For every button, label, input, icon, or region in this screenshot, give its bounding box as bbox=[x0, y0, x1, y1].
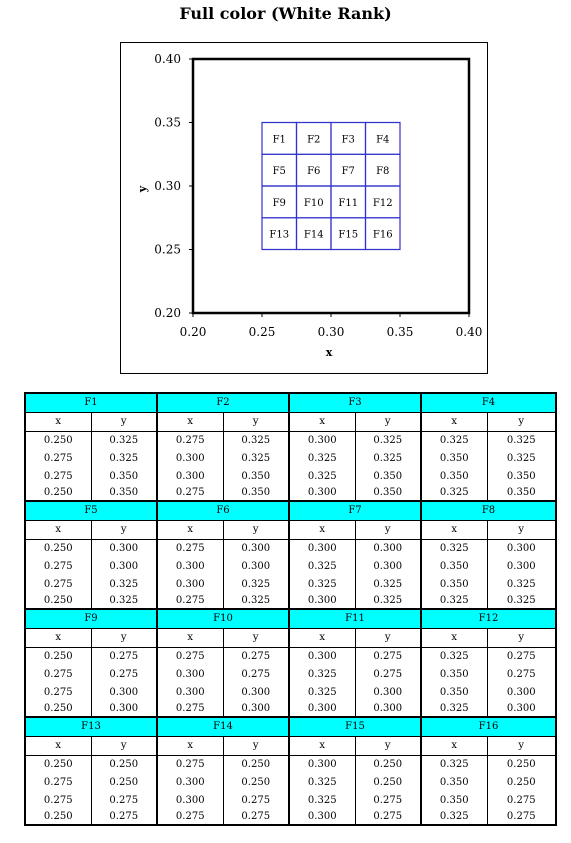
table-cell: 0.250 bbox=[223, 774, 289, 792]
table-cell: 0.325 bbox=[487, 576, 556, 594]
table-row bbox=[25, 594, 556, 609]
table-cell: 0.350 bbox=[223, 468, 289, 486]
table-cell: 0.275 bbox=[91, 666, 157, 684]
table-cell: 0.300 bbox=[355, 684, 421, 702]
table-cell: 0.300 bbox=[487, 558, 556, 576]
cell-label-f6: F6 bbox=[307, 166, 321, 178]
table-cell: 0.275 bbox=[223, 792, 289, 810]
table-cell: 0.275 bbox=[223, 666, 289, 684]
table-group-header: F14 bbox=[157, 717, 289, 737]
table-cell: 0.275 bbox=[355, 810, 421, 825]
cell-label-f8: F8 bbox=[376, 166, 390, 178]
table-cell: 0.325 bbox=[289, 774, 355, 792]
table-cell: 0.325 bbox=[289, 576, 355, 594]
table-col-y-header: y bbox=[355, 521, 421, 540]
table-col-x-header: x bbox=[25, 737, 91, 756]
table-group-header: F8 bbox=[421, 501, 556, 521]
table-cell: 0.325 bbox=[421, 486, 487, 501]
table-cell: 0.350 bbox=[487, 486, 556, 501]
table-cell: 0.275 bbox=[223, 648, 289, 667]
x-tick-label: 0.40 bbox=[455, 325, 483, 339]
table-cell: 0.250 bbox=[25, 594, 91, 609]
table-cell: 0.275 bbox=[355, 648, 421, 667]
x-tick-label: 0.35 bbox=[386, 325, 414, 339]
table-cell: 0.350 bbox=[421, 684, 487, 702]
table-header-row bbox=[25, 393, 556, 413]
table-cell: 0.325 bbox=[289, 468, 355, 486]
table-row bbox=[25, 486, 556, 501]
table-cell: 0.325 bbox=[421, 810, 487, 825]
table-cell: 0.250 bbox=[25, 702, 91, 717]
table-cell: 0.250 bbox=[25, 540, 91, 559]
table-cell: 0.300 bbox=[157, 576, 223, 594]
table-col-x-header: x bbox=[289, 629, 355, 648]
table-cell: 0.275 bbox=[487, 666, 556, 684]
table-cell: 0.300 bbox=[91, 558, 157, 576]
table-group-header: F11 bbox=[289, 609, 421, 629]
table-cell: 0.300 bbox=[289, 594, 355, 609]
table-cell: 0.325 bbox=[223, 594, 289, 609]
table-col-x-header: x bbox=[289, 737, 355, 756]
table-cell: 0.275 bbox=[25, 558, 91, 576]
cell-label-f2: F2 bbox=[307, 134, 321, 146]
table-cell: 0.300 bbox=[289, 486, 355, 501]
chart-title: Full color (White Rank) bbox=[179, 4, 392, 23]
table-cell: 0.325 bbox=[421, 702, 487, 717]
table-cell: 0.250 bbox=[487, 756, 556, 775]
chromaticity-plot bbox=[121, 43, 487, 373]
table-cell: 0.350 bbox=[421, 774, 487, 792]
table-col-y-header: y bbox=[487, 413, 556, 432]
table-cell: 0.325 bbox=[91, 450, 157, 468]
table-cell: 0.350 bbox=[487, 468, 556, 486]
table-header-row bbox=[25, 717, 556, 737]
table-cell: 0.250 bbox=[355, 774, 421, 792]
table-col-y-header: y bbox=[91, 629, 157, 648]
table-cell: 0.275 bbox=[487, 648, 556, 667]
table-row bbox=[25, 684, 556, 702]
table-subheader-row bbox=[25, 629, 556, 648]
table-cell: 0.300 bbox=[355, 702, 421, 717]
table-cell: 0.325 bbox=[355, 432, 421, 451]
table-cell: 0.300 bbox=[91, 702, 157, 717]
table-col-x-header: x bbox=[25, 629, 91, 648]
table-cell: 0.350 bbox=[91, 468, 157, 486]
table-col-x-header: x bbox=[421, 737, 487, 756]
cell-label-f12: F12 bbox=[372, 197, 393, 209]
cell-label-f9: F9 bbox=[272, 197, 286, 209]
table-cell: 0.300 bbox=[157, 666, 223, 684]
table-col-y-header: y bbox=[223, 629, 289, 648]
table-cell: 0.250 bbox=[355, 756, 421, 775]
table-cell: 0.275 bbox=[487, 810, 556, 825]
cell-label-f1: F1 bbox=[272, 134, 286, 146]
table-col-x-header: x bbox=[421, 413, 487, 432]
table-cell: 0.325 bbox=[223, 450, 289, 468]
table-cell: 0.325 bbox=[355, 594, 421, 609]
y-tick-label: 0.20 bbox=[154, 306, 181, 320]
table-cell: 0.300 bbox=[157, 450, 223, 468]
table-col-y-header: y bbox=[487, 521, 556, 540]
table-cell: 0.275 bbox=[25, 684, 91, 702]
table-group-header: F16 bbox=[421, 717, 556, 737]
table-group-header: F7 bbox=[289, 501, 421, 521]
y-axis-label: y bbox=[136, 185, 149, 193]
table-cell: 0.325 bbox=[487, 450, 556, 468]
table-cell: 0.325 bbox=[91, 432, 157, 451]
table-group-header: F1 bbox=[25, 393, 157, 413]
table-cell: 0.325 bbox=[421, 432, 487, 451]
table-group-header: F12 bbox=[421, 609, 556, 629]
table-cell: 0.300 bbox=[91, 684, 157, 702]
table-cell: 0.300 bbox=[223, 684, 289, 702]
table-cell: 0.300 bbox=[289, 810, 355, 825]
table-cell: 0.300 bbox=[91, 540, 157, 559]
table-cell: 0.250 bbox=[25, 648, 91, 667]
table-cell: 0.350 bbox=[421, 468, 487, 486]
table-col-y-header: y bbox=[91, 737, 157, 756]
table-cell: 0.300 bbox=[355, 540, 421, 559]
cell-label-f5: F5 bbox=[272, 166, 286, 178]
table-cell: 0.300 bbox=[157, 558, 223, 576]
table-cell: 0.275 bbox=[157, 648, 223, 667]
table-cell: 0.325 bbox=[223, 576, 289, 594]
table-row bbox=[25, 666, 556, 684]
table-col-x-header: x bbox=[157, 413, 223, 432]
table-cell: 0.250 bbox=[223, 756, 289, 775]
table-cell: 0.350 bbox=[421, 450, 487, 468]
table-cell: 0.275 bbox=[25, 450, 91, 468]
table-cell: 0.325 bbox=[355, 450, 421, 468]
table-col-y-header: y bbox=[91, 521, 157, 540]
table-group-header: F15 bbox=[289, 717, 421, 737]
table-cell: 0.250 bbox=[25, 486, 91, 501]
table-cell: 0.350 bbox=[421, 558, 487, 576]
table-cell: 0.275 bbox=[157, 540, 223, 559]
y-tick-label: 0.30 bbox=[154, 179, 181, 193]
x-tick-label: 0.30 bbox=[317, 325, 345, 339]
cell-label-f11: F11 bbox=[338, 197, 359, 209]
table-cell: 0.325 bbox=[289, 666, 355, 684]
table-col-y-header: y bbox=[91, 413, 157, 432]
table-cell: 0.275 bbox=[157, 756, 223, 775]
table-col-y-header: y bbox=[223, 413, 289, 432]
table-col-x-header: x bbox=[25, 413, 91, 432]
table-cell: 0.275 bbox=[157, 432, 223, 451]
table-cell: 0.275 bbox=[25, 774, 91, 792]
table-cell: 0.275 bbox=[91, 810, 157, 825]
table-col-x-header: x bbox=[157, 521, 223, 540]
table-cell: 0.325 bbox=[289, 684, 355, 702]
table-cell: 0.325 bbox=[421, 594, 487, 609]
table-cell: 0.275 bbox=[25, 576, 91, 594]
cell-label-f16: F16 bbox=[372, 229, 393, 241]
table-cell: 0.300 bbox=[355, 558, 421, 576]
cell-label-f10: F10 bbox=[303, 197, 324, 209]
table-row bbox=[25, 648, 556, 667]
table-col-x-header: x bbox=[421, 629, 487, 648]
table-row bbox=[25, 540, 556, 559]
cell-label-f7: F7 bbox=[341, 166, 355, 178]
table-col-x-header: x bbox=[25, 521, 91, 540]
table-cell: 0.275 bbox=[157, 702, 223, 717]
table-cell: 0.350 bbox=[91, 486, 157, 501]
coordinates-table bbox=[24, 392, 557, 826]
table-cell: 0.300 bbox=[289, 756, 355, 775]
table-col-y-header: y bbox=[355, 629, 421, 648]
table-cell: 0.350 bbox=[421, 792, 487, 810]
table-row bbox=[25, 810, 556, 825]
table-header-row bbox=[25, 501, 556, 521]
table-group-header: F4 bbox=[421, 393, 556, 413]
table-subheader-row bbox=[25, 737, 556, 756]
table-cell: 0.325 bbox=[421, 540, 487, 559]
table-cell: 0.325 bbox=[91, 576, 157, 594]
table-col-x-header: x bbox=[157, 629, 223, 648]
table-cell: 0.250 bbox=[487, 774, 556, 792]
table-col-x-header: x bbox=[289, 413, 355, 432]
y-tick-label: 0.35 bbox=[154, 115, 181, 130]
table-cell: 0.350 bbox=[421, 666, 487, 684]
table-cell: 0.325 bbox=[91, 594, 157, 609]
table-cell: 0.275 bbox=[355, 792, 421, 810]
table-group-header: F13 bbox=[25, 717, 157, 737]
table-cell: 0.300 bbox=[487, 684, 556, 702]
table-cell: 0.275 bbox=[25, 468, 91, 486]
table-cell: 0.350 bbox=[355, 486, 421, 501]
x-tick-label: 0.20 bbox=[179, 325, 207, 339]
table-header-row bbox=[25, 609, 556, 629]
table-cell: 0.250 bbox=[91, 774, 157, 792]
y-tick-label: 0.40 bbox=[154, 52, 181, 66]
table-cell: 0.275 bbox=[91, 648, 157, 667]
table-cell: 0.275 bbox=[25, 792, 91, 810]
table-subheader-row bbox=[25, 521, 556, 540]
table-cell: 0.325 bbox=[355, 576, 421, 594]
table-cell: 0.275 bbox=[157, 594, 223, 609]
table-cell: 0.300 bbox=[223, 702, 289, 717]
table-cell: 0.325 bbox=[289, 558, 355, 576]
table-col-y-header: y bbox=[223, 521, 289, 540]
cell-label-f15: F15 bbox=[338, 229, 359, 241]
table-cell: 0.300 bbox=[289, 540, 355, 559]
table-cell: 0.325 bbox=[487, 594, 556, 609]
table-cell: 0.325 bbox=[487, 432, 556, 451]
table-subheader-row bbox=[25, 413, 556, 432]
table-cell: 0.300 bbox=[157, 774, 223, 792]
table-cell: 0.325 bbox=[289, 450, 355, 468]
table-row bbox=[25, 558, 556, 576]
cell-label-f3: F3 bbox=[341, 134, 355, 146]
x-tick-label: 0.25 bbox=[248, 325, 276, 339]
table-group-header: F6 bbox=[157, 501, 289, 521]
table-cell: 0.250 bbox=[25, 810, 91, 825]
y-tick-label: 0.25 bbox=[154, 242, 181, 257]
table-cell: 0.300 bbox=[223, 558, 289, 576]
table-cell: 0.300 bbox=[487, 540, 556, 559]
table-col-y-header: y bbox=[355, 413, 421, 432]
table-cell: 0.325 bbox=[289, 792, 355, 810]
cell-label-f13: F13 bbox=[269, 229, 290, 241]
table-group-header: F2 bbox=[157, 393, 289, 413]
table-cell: 0.325 bbox=[223, 432, 289, 451]
table-cell: 0.300 bbox=[157, 684, 223, 702]
table-cell: 0.275 bbox=[223, 810, 289, 825]
table-row bbox=[25, 702, 556, 717]
table-col-x-header: x bbox=[157, 737, 223, 756]
table-group-header: F9 bbox=[25, 609, 157, 629]
table-cell: 0.275 bbox=[487, 792, 556, 810]
table-cell: 0.300 bbox=[289, 432, 355, 451]
table-cell: 0.300 bbox=[157, 792, 223, 810]
table-col-y-header: y bbox=[223, 737, 289, 756]
cell-label-f14: F14 bbox=[303, 229, 324, 241]
table-col-x-header: x bbox=[421, 521, 487, 540]
table-group-header: F10 bbox=[157, 609, 289, 629]
table-row bbox=[25, 432, 556, 451]
table-col-x-header: x bbox=[289, 521, 355, 540]
table-cell: 0.300 bbox=[223, 540, 289, 559]
table-col-y-header: y bbox=[355, 737, 421, 756]
table-row bbox=[25, 576, 556, 594]
table-group-header: F3 bbox=[289, 393, 421, 413]
table-cell: 0.250 bbox=[25, 756, 91, 775]
table-col-y-header: y bbox=[487, 737, 556, 756]
table-cell: 0.275 bbox=[355, 666, 421, 684]
table-cell: 0.325 bbox=[421, 648, 487, 667]
table-cell: 0.275 bbox=[25, 666, 91, 684]
table-cell: 0.300 bbox=[157, 468, 223, 486]
chart-frame bbox=[120, 42, 488, 374]
table-row bbox=[25, 792, 556, 810]
table-cell: 0.325 bbox=[421, 756, 487, 775]
x-axis-label: x bbox=[325, 346, 333, 359]
table-group-header: F5 bbox=[25, 501, 157, 521]
table-cell: 0.250 bbox=[91, 756, 157, 775]
table-cell: 0.275 bbox=[157, 486, 223, 501]
table-cell: 0.250 bbox=[25, 432, 91, 451]
table-row bbox=[25, 450, 556, 468]
table-cell: 0.350 bbox=[355, 468, 421, 486]
cell-label-f4: F4 bbox=[376, 134, 390, 146]
table-row bbox=[25, 774, 556, 792]
table-row bbox=[25, 468, 556, 486]
table-col-y-header: y bbox=[487, 629, 556, 648]
table-cell: 0.300 bbox=[289, 702, 355, 717]
table-row bbox=[25, 756, 556, 775]
table-cell: 0.300 bbox=[289, 648, 355, 667]
table-cell: 0.275 bbox=[157, 810, 223, 825]
table-cell: 0.350 bbox=[421, 576, 487, 594]
table-cell: 0.300 bbox=[487, 702, 556, 717]
table-cell: 0.350 bbox=[223, 486, 289, 501]
table-cell: 0.275 bbox=[91, 792, 157, 810]
